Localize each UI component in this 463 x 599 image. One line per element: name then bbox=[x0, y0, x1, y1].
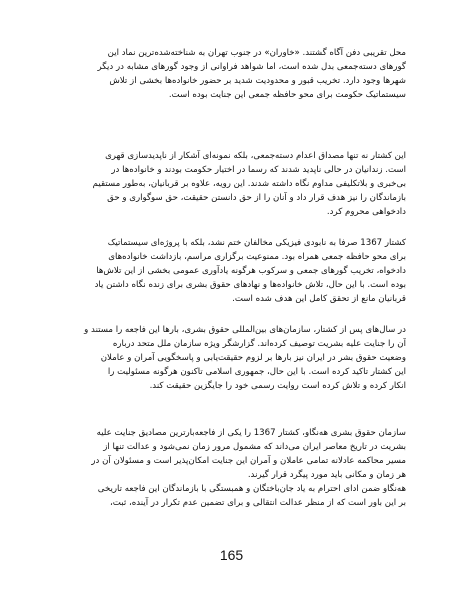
text-line: سیستماتیک حکومت برای محو حافظه جمعی این جنایت بوده است. bbox=[168, 89, 406, 100]
text-line: انکار کرده و تلاش کرده است روایت رسمی خود را جایگزین حقیقت کند. bbox=[149, 380, 406, 391]
text-line: هه‌نگاو ضمن ادای احترام به یاد جان‌باختگان و همبستگی با بازماندگان این فاجعه تاریخی bbox=[97, 483, 406, 494]
text-line: آن را جنایت علیه بشریت توصیف کرده‌اند. گزارشگر ویژه سازمان ملل متحد درباره bbox=[112, 338, 406, 349]
text-line: است. زندانیان در حالی ناپدید شدند که رسما در اختیار حکومت بودند و خانواده‌ها در bbox=[111, 164, 406, 175]
paragraph-2 bbox=[60, 150, 406, 220]
text-line: دادخواه، تخریب گورهای جمعی و سرکوب هرگونه یادآوری عمومی بخشی از این تلاش‌ها bbox=[96, 265, 406, 276]
text-line: هر زمان و مکانی باید مورد پیگرد قرار گیرند. bbox=[247, 469, 406, 480]
text-line: بوده است. با این حال، تلاش خانواده‌ها و نهادهای حقوق بشری برای زنده نگاه داشتن یاد bbox=[94, 279, 406, 290]
text-line: محل تقریبی دفن آگاه گشتند. «خاوران» در جنوب تهران به شناخته‌شده‌ترین نماد این bbox=[107, 48, 406, 58]
text-line: این کشتار نه تنها مصداق اعدام دسته‌جمعی، بلکه نمونه‌ای آشکار از ناپدیدسازی قهری bbox=[105, 151, 406, 161]
text-line: در سال‌های پس از کشتار، سازمان‌های بین‌المللی حقوق بشری، بارها این فاجعه را مستند و bbox=[84, 325, 406, 335]
text-line: کشتار 1367 صرفا به نابودی فیزیکی مخالفان ختم نشد، بلکه با پروژه‌ای سیستماتیک bbox=[107, 238, 406, 248]
text-line: گورهای دسته‌جمعی بدل شده است، اما شواهد فراوانی از وجود گورهای مشابه در دیگر bbox=[97, 61, 406, 72]
text-line: سازمان حقوق بشری هه‌نگاو، کشتار 1367 را یکی از فاجعه‌بارترین مصادیق جنایت علیه bbox=[96, 428, 406, 438]
text-line: بی‌خبری و بلاتکلیفی مداوم نگاه داشته شدند. این رویه، علاوه بر قربانیان، به‌طور مستقیم bbox=[92, 178, 406, 189]
text-line: بر این باور است که از منظر عدالت انتقالی و برای تضمین عدم تکرار در آینده، ثبت، bbox=[110, 497, 406, 508]
paragraph-1 bbox=[60, 47, 406, 103]
text-line: شهرها وجود دارد. تخریب قبور و محدودیت شدید بر حضور خانواده‌ها بخشی از تلاش bbox=[109, 75, 406, 86]
paragraph-5 bbox=[60, 427, 406, 510]
text-line: وضعیت حقوق بشر در ایران نیز بارها بر لزوم حقیقت‌یابی و پاسخگویی آمران و عاملان bbox=[100, 352, 406, 363]
paragraph-4 bbox=[60, 324, 406, 394]
page-number: 165 bbox=[219, 547, 244, 563]
text-line: مسیر محاکمه عادلانه تمامی عاملان و آمران این جنایت امکان‌پذیر است و مسئولان آن در bbox=[91, 455, 406, 466]
text-line: این کشتار تاکید کرده است. با این حال، جمهوری اسلامی تاکنون هرگونه مسئولیت را bbox=[107, 366, 406, 377]
text-line: دادخواهی محروم کرد. bbox=[326, 206, 406, 217]
paragraph-3 bbox=[60, 237, 406, 307]
text-line: بشریت در تاریخ معاصر ایران می‌داند که مشمول مرور زمان نمی‌شود و عدالت تنها از bbox=[103, 441, 406, 452]
text-line: قربانیان مانع از تحقق کامل این هدف شده است. bbox=[232, 293, 406, 304]
text-line: بازماندگان را نیز هدف قرار داد و آنان را از حق دانستن حقیقت، حق سوگواری و حق bbox=[107, 192, 406, 203]
text-line: برای محو حافظه جمعی همراه بود. ممنوعیت برگزاری مراسم، بازداشت خانواده‌های bbox=[108, 251, 406, 262]
